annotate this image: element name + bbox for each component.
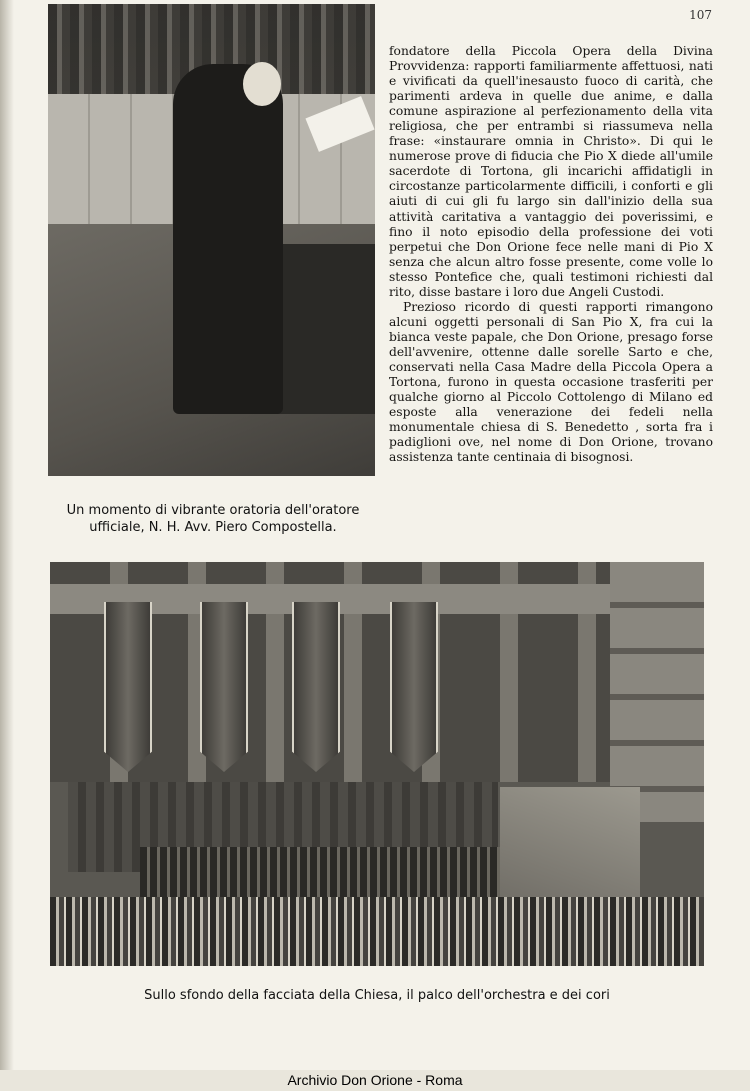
article-paragraph-1: fondatore della Piccola Opera della Divina Provvidenza: rapporti familiarmente affettuosi, nati e vivificati da quell'inesausto fuoco di carità, che parimenti ardeva in quelle due anime, e dalla comune aspirazione al perfezionamento della vita religiosa, che per entrambi si riassumeva nella frase: «instaurare omnia in Christo». Di qui le numerose prove di fiducia che Pio X diede all'umile sacerdote di Tortona, gli incarichi affidatigli in circostanze particolarmente difficili, i conforti e gli aiuti di cui gli fu largo sin dall'inizio della sua attività caritativa a vantaggio dei poverissimi, e fino il noto episodio della professione dei voti perpetui che Don Orione fece nelle mani di Pio X senza che alcun altro fosse presente, come volle lo stesso Pontefice che, quali testimoni richiesti dal rito, disse bastare i loro due Angeli Custodi. — [389, 44, 713, 299]
photo-staircase — [500, 787, 640, 907]
photo-banner — [390, 602, 438, 772]
photo-banner — [200, 602, 248, 772]
article-body — [389, 44, 713, 465]
speaker-photo-caption — [48, 502, 378, 536]
photo-side-building — [610, 562, 704, 822]
page-number: 107 — [689, 8, 712, 22]
church-photo-caption: Sullo sfondo della facciata della Chiesa, il palco dell'orchestra e dei cori — [144, 988, 610, 1003]
article-paragraph-2: Prezioso ricordo di questi rapporti rimangono alcuni oggetti personali di San Pio X, fra cui la bianca veste papale, che Don Orione, presago forse dell'avvenire, ottenne dalle sorelle Sarto e che, conservati nella Casa Madre della Piccola Opera a Tortona, furono in questa occasione trasferiti per qualche giorno al Piccolo Cottolengo di Milano ed esposte alla venerazione dei fedeli nella monumentale chiesa di S. Benedetto , sorta fra i padiglioni ove, nel nome di Don Orione, trovano assistenza tante centinaia di bisognosi. — [389, 299, 713, 465]
church-facade-photo — [50, 562, 704, 966]
archive-footer: Archivio Don Orione - Roma — [287, 1072, 463, 1088]
photo-lectern — [273, 244, 375, 414]
photo-banner — [104, 602, 152, 772]
speaker-photo — [48, 4, 375, 476]
photo-banner — [292, 602, 340, 772]
caption-line-2: ufficiale, N. H. Avv. Piero Compostella. — [89, 520, 337, 535]
photo-speaker-figure — [173, 64, 283, 414]
binding-shadow — [0, 0, 14, 1070]
photo-audience — [50, 897, 704, 966]
photo-speaker-head — [243, 62, 281, 106]
caption-line-1: Un momento di vibrante oratoria dell'oratore — [66, 503, 360, 518]
